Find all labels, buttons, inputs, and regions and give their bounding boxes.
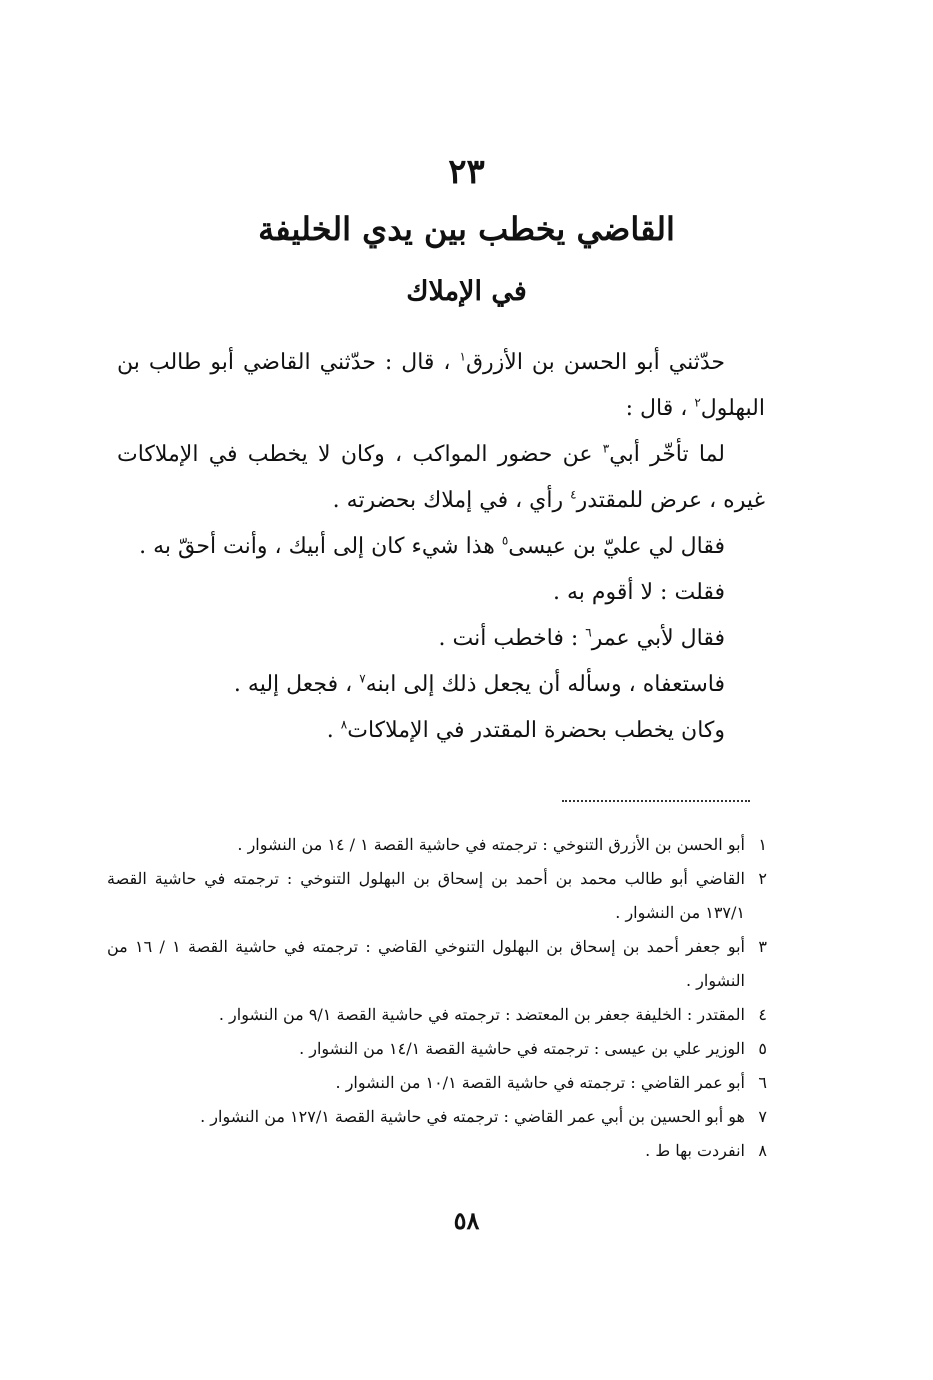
footnote-number: ٥: [758, 1039, 767, 1058]
paragraph-2-text-a: لما تأخّر أبي: [609, 442, 725, 467]
footnote-5: [107, 1032, 767, 1066]
paragraph-2: [117, 432, 765, 524]
footnote-4: [107, 998, 767, 1032]
story-body: [117, 340, 765, 754]
footnote-number: ٧: [758, 1107, 767, 1126]
footnote-ref-8: ٨: [340, 717, 348, 732]
paragraph-3: [117, 524, 765, 570]
footnote-text: انفردت بها ط .: [645, 1141, 745, 1160]
footnote-ref-5: ٥: [501, 533, 509, 548]
paragraph-6-text-a: فاستعفاه ، وسأله أن يجعل ذلك إلى ابنه: [365, 672, 725, 697]
footnote-1: [107, 828, 767, 862]
paragraph-6: [117, 662, 765, 708]
footnote-text: أبو عمر القاضي : ترجمته في حاشية القصة ١٠/١ من النشوار .: [335, 1073, 745, 1092]
footnote-text: أبو الحسن بن الأزرق التنوخي : ترجمته في حاشية القصة ١ / ١٤ من النشوار .: [237, 835, 745, 854]
chapter-number: ٢٣: [448, 152, 485, 192]
paragraph-2-text-b: عن حضور المواكب ، وكان لا يخطب في الإملاكات غيره ، عرض للمقتدر: [117, 442, 765, 513]
footnote-number: ٤: [758, 1005, 767, 1024]
paragraph-4: [117, 570, 765, 616]
footnote-text: الوزير علي بن عيسى : ترجمته في حاشية القصة ١٤/١ من النشوار .: [299, 1039, 745, 1058]
page-title: القاضي يخطب بين يدي الخليفة: [258, 210, 675, 248]
footnote-2: [107, 862, 767, 930]
footnote-number: ٣: [758, 937, 767, 956]
paragraph-3-text-b: هذا شيء كان إلى أبيك ، وأنت أحقّ به .: [139, 534, 502, 559]
footnote-ref-7: ٧: [359, 671, 366, 686]
footnote-7: [107, 1100, 767, 1134]
paragraph-5-text-a: فقال لأبي عمر: [591, 626, 725, 651]
paragraph-2-text-c: رأي ، في إملاك بحضرته .: [332, 488, 571, 513]
footnote-ref-6: ٦: [585, 625, 592, 640]
footnote-text: هو أبو الحسين بن أبي عمر القاضي : ترجمته في حاشية القصة ١٢٧/١ من النشوار .: [200, 1107, 745, 1126]
paragraph-1: [117, 340, 765, 432]
footnote-3: [107, 930, 767, 998]
page-subtitle: في الإملاك: [406, 276, 527, 307]
paragraph-3-text-a: فقال لي عليّ بن عيسى: [508, 534, 725, 559]
footnote-text: المقتدر : الخليفة جعفر بن المعتضد : ترجمته في حاشية القصة ٩/١ من النشوار .: [218, 1005, 745, 1024]
footnote-8: [107, 1134, 767, 1168]
paragraph-5-text-b: : فاخطب أنت .: [438, 626, 586, 651]
footnote-number: ١: [758, 835, 767, 854]
page-number: ٥٨: [453, 1206, 480, 1235]
paragraph-1-text-a: حدّثني أبو الحسن بن الأزرق: [465, 350, 725, 375]
footnote-number: ٦: [758, 1073, 767, 1092]
footnotes-section: [107, 828, 767, 1168]
footnote-ref-3: ٣: [602, 441, 610, 456]
footnote-number: ٢: [758, 869, 767, 888]
paragraph-6-text-b: ، فجعل إليه .: [233, 672, 360, 697]
footnote-number: ٨: [758, 1141, 767, 1160]
footnote-ref-2: ٢: [694, 395, 701, 410]
paragraph-7-text-b: .: [326, 718, 341, 743]
footnote-separator: [562, 800, 750, 802]
paragraph-1-text-c: ، قال :: [625, 396, 695, 421]
paragraph-7: [117, 708, 765, 754]
footnote-ref-4: ٤: [570, 487, 577, 502]
paragraph-5: [117, 616, 765, 662]
paragraph-4-text: فقلت : لا أقوم به .: [553, 580, 725, 605]
paragraph-7-text-a: وكان يخطب بحضرة المقتدر في الإملاكات: [347, 718, 725, 743]
footnote-6: [107, 1066, 767, 1100]
footnote-ref-1: ١: [459, 349, 466, 364]
footnote-text: أبو جعفر أحمد بن إسحاق بن البهلول التنوخي القاضي : ترجمته في حاشية القصة ١ / ١٦ من النشوار .: [107, 937, 746, 990]
paragraph-1-text-b: ، قال : حدّثني القاضي أبو طالب بن البهلول: [117, 350, 765, 421]
footnote-text: القاضي أبو طالب محمد بن أحمد بن إسحاق بن البهلول التنوخي : ترجمته في حاشية القصة ١٣٧/١ من النشوار .: [107, 869, 745, 922]
